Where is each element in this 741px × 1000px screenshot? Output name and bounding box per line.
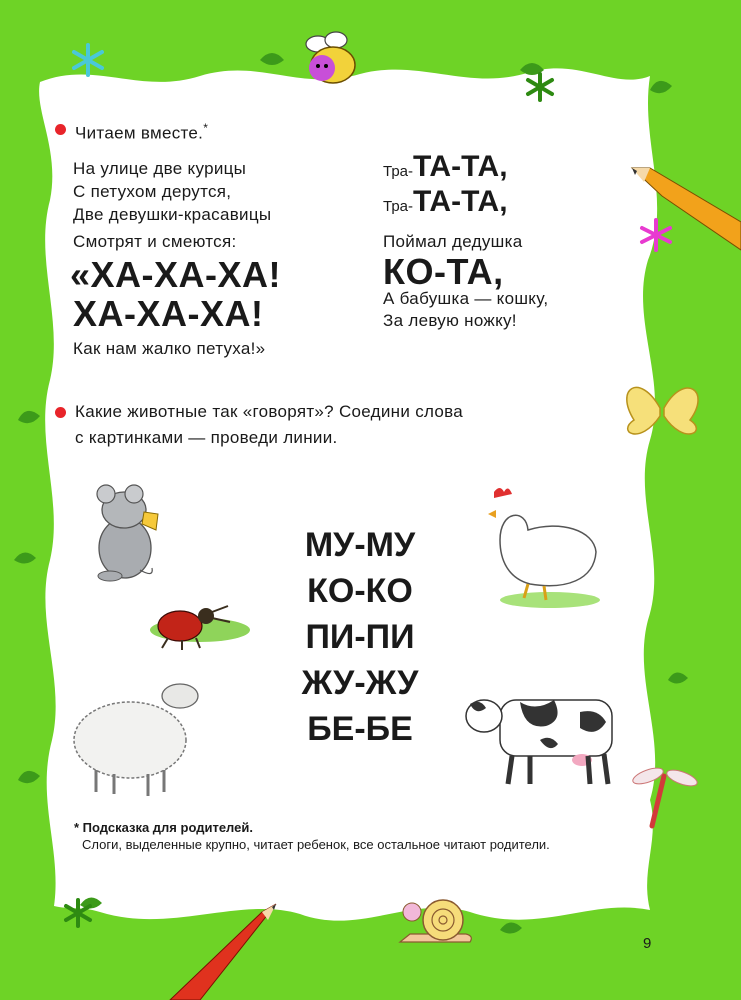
syllable-pipi[interactable]: ПИ-ПИ [305,618,415,656]
poem-line: Поймал дедушка [383,232,523,251]
big-syllables: ТА-ТА, [413,150,508,183]
poem-line: А бабушка — кошку, [383,289,549,308]
poem-line: Две девушки-красавицы [73,205,272,224]
big-syllables: КО-ТА, [383,251,504,292]
tra-line [383,185,508,219]
task-question: с картинками — проведи линии. [75,428,338,447]
poem-line: С петухом дерутся, [73,182,232,201]
heading-text: Читаем вместе. [75,123,204,143]
poem-line: За левую ножку! [383,311,517,330]
page-number: 9 [643,935,652,952]
reading-heading [75,117,208,145]
footnote-mark: * [203,121,209,135]
bullet-marker [55,124,66,135]
tra-line [383,150,508,184]
syllable-koko[interactable]: КО-КО [307,572,413,610]
syllable-zhuzhu[interactable]: ЖУ-ЖУ [301,664,419,702]
big-syllables: «ХА-ХА-ХА! [70,254,282,295]
small-prefix: Тра- [383,163,413,180]
poem-line: Смотрят и смеются: [73,232,237,251]
small-prefix: Тра- [383,198,413,215]
syllable-bebe[interactable]: БЕ-БЕ [307,710,413,748]
poem-line: На улице две курицы [73,159,247,178]
task-question: Какие животные так «говорят»? Соедини слова [75,402,464,421]
big-syllables: ТА-ТА, [413,185,508,218]
syllable-list [280,522,440,752]
poem-line: Как нам жалко петуха!» [73,339,266,358]
footnote-title: * Подсказка для родителей. [74,820,253,835]
syllable-mumu[interactable]: МУ-МУ [304,526,416,564]
bullet-marker [55,407,66,418]
footnote-text: Слоги, выделенные крупно, читает ребенок, все остальное читают родители. [82,837,550,852]
big-syllables: ХА-ХА-ХА! [73,293,264,334]
